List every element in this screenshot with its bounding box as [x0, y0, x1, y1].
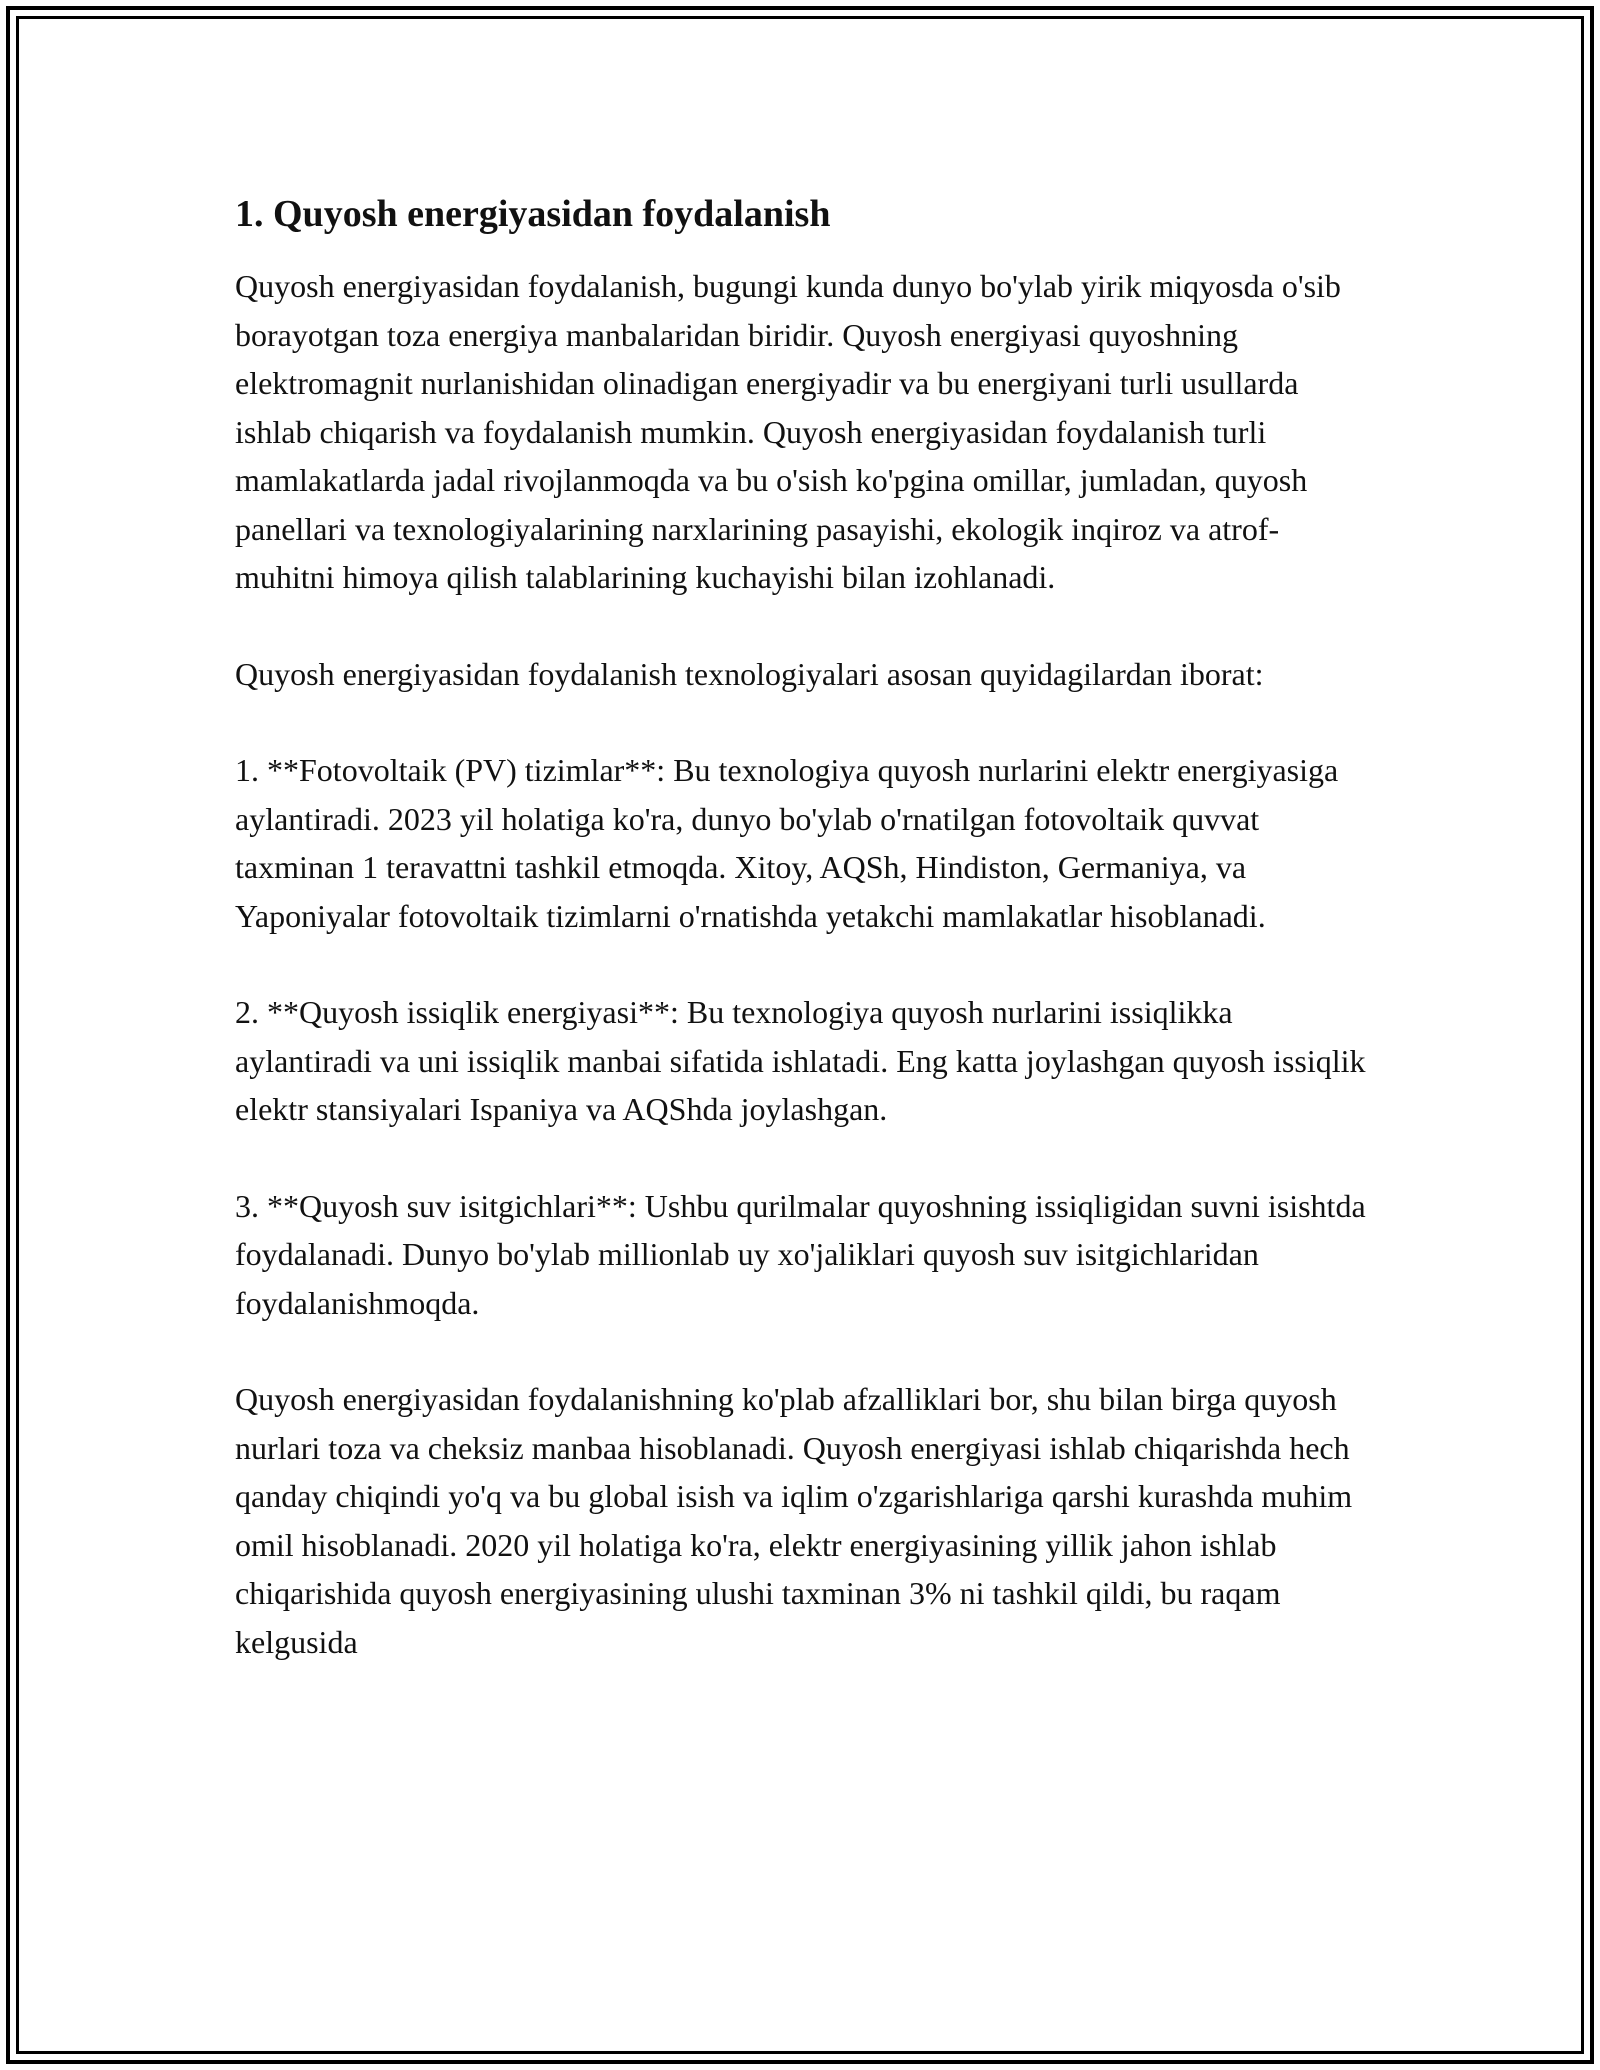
- document-body: [235, 188, 1370, 1714]
- paragraph-intro: Quyosh energiyasidan foydalanish, bugungi kunda dunyo bo'ylab yirik miqyosda o'sib borayotgan toza energiya manbalaridan biridir. Quyosh energiyasi quyoshning elektromagnit nurlanishidan olinadigan energiyadir va bu energiyani turli usullarda ishlab chiqarish va foydalanish mumkin. Quyosh energiyasidan foydalanish turli mamlakatlarda jadal rivojlanmoqda va bu o'sish ko'pgina omillar, jumladan, quyosh panellari va texnologiyalarining narxlarining pasayishi, ekologik inqiroz va atrof-muhitni himoya qilish talablarining kuchayishi bilan izohlanadi.: [235, 268, 1341, 595]
- section-heading: 1. Quyosh energiyasidan foydalanish: [235, 193, 831, 235]
- paragraph-item-water-heaters: 3. **Quyosh suv isitgichlari**: Ushbu qurilmalar quyoshning issiqligidan suvni isishtda foydalanadi. Dunyo bo'ylab millionlab uy xo'jaliklari quyosh suv isitgichlaridan foydalanishmoqda.: [235, 1187, 1366, 1321]
- paragraph-item-solar-thermal: 2. **Quyosh issiqlik energiyasi**: Bu texnologiya quyosh nurlarini issiqlikka aylantiradi va uni issiqlik manbai sifatida ishlatadi. Eng katta joylashgan quyosh issiqlik elektr stansiyalari Ispaniya va AQShda joylashgan.: [235, 994, 1366, 1127]
- paragraph-technologies-intro: Quyosh energiyasidan foydalanish texnologiyalari asosan quyidagilardan iborat:: [235, 655, 1264, 692]
- paragraph-advantages: Quyosh energiyasidan foydalanishning ko'plab afzalliklari bor, shu bilan birga quyosh nurlari toza va cheksiz manbaa hisoblanadi. Quyosh energiyasi ishlab chiqarishda hech qanday chiqindi yo'q va bu global isish va iqlim o'zgarishlariga qarshi kurashda muhim omil hisoblanadi. 2020 yil holatiga ko'ra, elektr energiyasining yillik jahon ishlab chiqarishida quyosh energiyasining ulushi taxminan 3% ni tashkil qildi, bu raqam kelgusida: [235, 1381, 1353, 1660]
- paragraph-item-photovoltaic: 1. **Fotovoltaik (PV) tizimlar**: Bu texnologiya quyosh nurlarini elektr energiyasiga aylantiradi. 2023 yil holatiga ko'ra, dunyo bo'ylab o'rnatilgan fotovoltaik quvvat taxminan 1 teravattni tashkil etmoqda. Xitoy, AQSh, Hindiston, Germaniya, va Yaponiyalar fotovoltaik tizimlarni o'rnatishda yetakchi mamlakatlar hisoblanadi.: [235, 752, 1339, 934]
